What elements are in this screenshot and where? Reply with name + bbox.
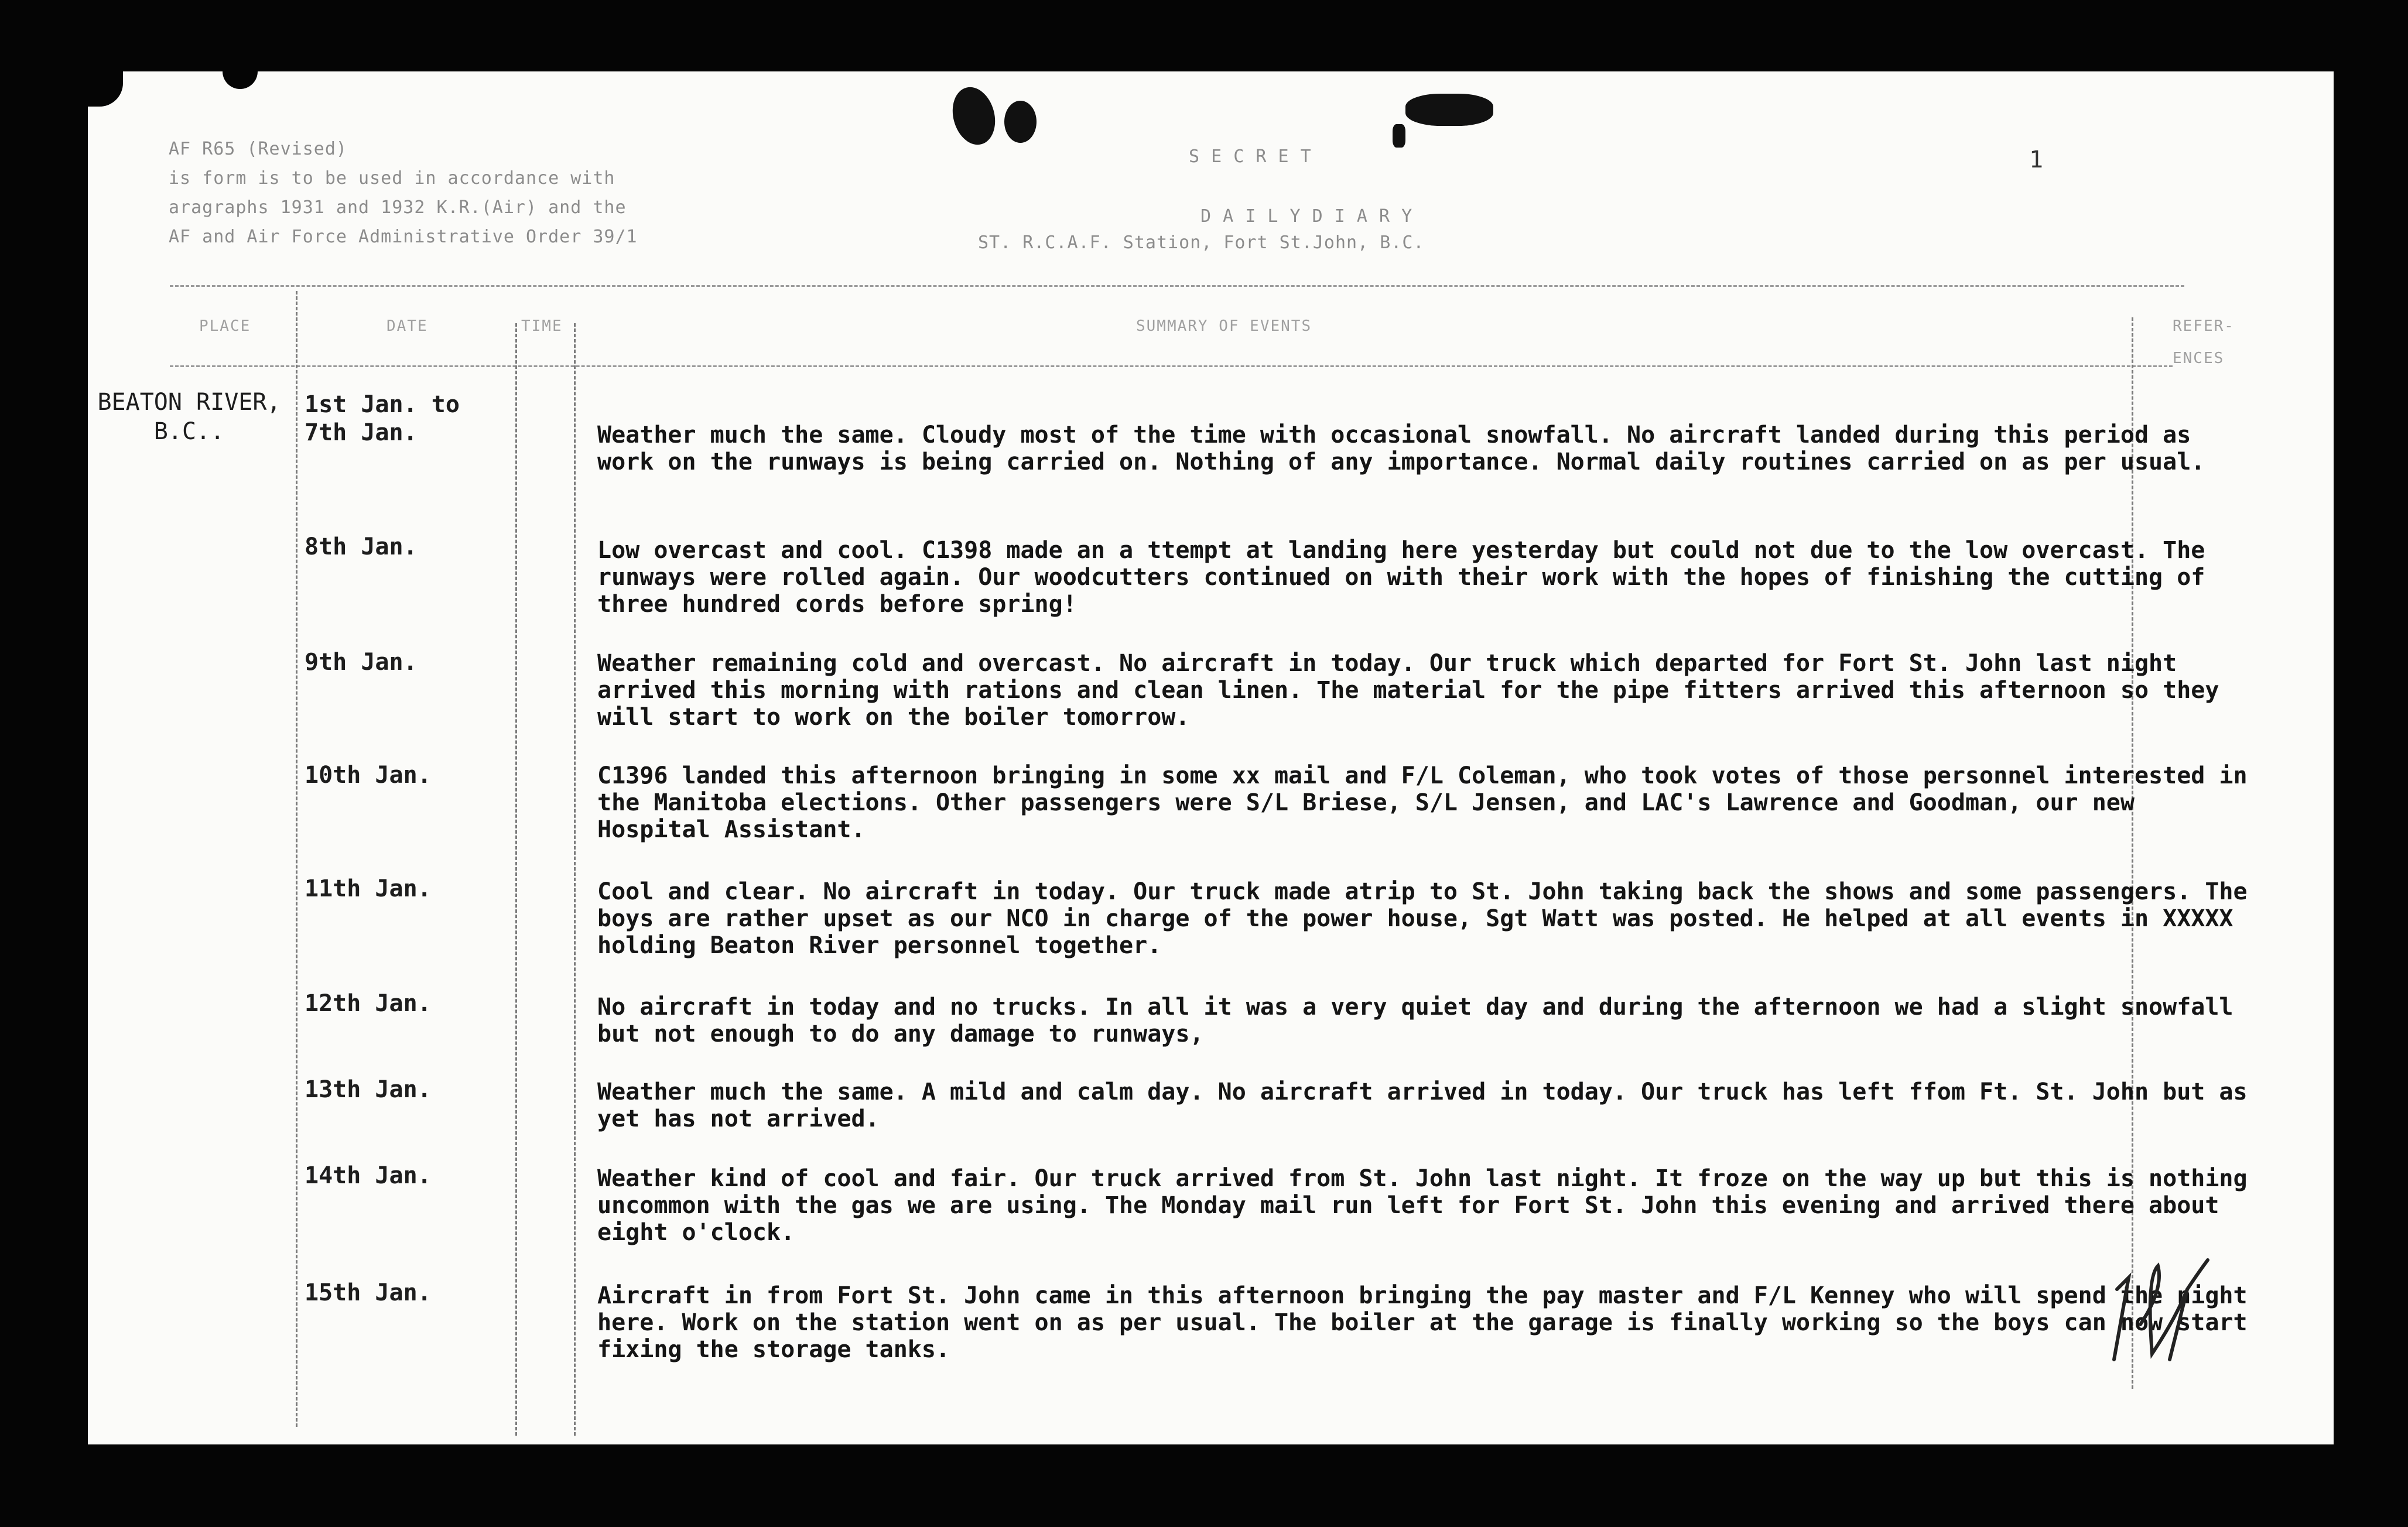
column-header-place: PLACE	[199, 317, 251, 335]
form-line: aragraphs 1931 and 1932 K.R.(Air) and the	[169, 197, 627, 218]
form-line: AF R65 (Revised)	[169, 139, 347, 159]
entry-summary: Weather kind of cool and fair. Our truck arrived from St. John last night. It froze on the way up but this is nothing uncommon with the gas we are using. The Monday mail run left for Fort St. John this evening and arrived there about eight o'clock.	[597, 1165, 2248, 1246]
diary-page	[88, 71, 2334, 1444]
column-header-rule	[170, 365, 2173, 367]
entry-summary: Aircraft in from Fort St. John came in this afternoon bringing the pay master and F/L Kenney who will spend the night here. Work on the station went on as per usual. The boiler at the garage is finally working so the boys can now start fixing the storage tanks.	[597, 1282, 2248, 1363]
ink-blot	[946, 83, 1001, 150]
handwritten-initials	[2105, 1254, 2228, 1365]
ink-blot	[1405, 94, 1493, 126]
entry-date: 10th Jan.	[305, 762, 432, 789]
entry-date: 13th Jan.	[305, 1076, 432, 1103]
security-classification: S E C R E T	[1189, 146, 1312, 167]
column-divider	[515, 323, 517, 1436]
entry-date: 14th Jan.	[305, 1162, 432, 1189]
entry-summary: Low overcast and cool. C1398 made an a ttempt at landing here yesterday but could not due to the low overcast. The runways were rolled again. Our woodcutters continued on with their work with the hopes of finishing the cutting of three hundred cords before spring!	[597, 537, 2205, 618]
column-divider	[296, 291, 297, 1427]
entry-summary: Cool and clear. No aircraft in today. Our truck made atrip to St. John taking back the shows and some passengers. The boys are rather upset as our NCO in charge of the power house, Sgt Watt was posted. He helped at all events in XXXXX holding Beaton River personnel together.	[597, 878, 2248, 959]
entry-date: 12th Jan.	[305, 990, 432, 1017]
torn-corner	[82, 66, 123, 107]
diary-title: D A I L Y D I A R Y	[1200, 206, 1413, 227]
torn-edge	[223, 66, 258, 89]
column-header-references: REFER-	[2173, 317, 2235, 335]
column-header-time: TIME	[521, 317, 563, 335]
column-header-summary: SUMMARY OF EVENTS	[1136, 317, 1312, 335]
form-line: AF and Air Force Administrative Order 39/1	[169, 227, 638, 247]
page-number: 1	[2029, 146, 2044, 173]
diary-place: BEATON RIVER, B.C..	[97, 389, 281, 445]
column-header-references: ENCES	[2173, 350, 2225, 367]
entry-date: 11th Jan.	[305, 875, 432, 902]
entry-summary: C1396 landed this afternoon bringing in some xx mail and F/L Coleman, who took votes of those personnel interested in the Manitoba elections. Other passengers were S/L Briese, S/L Jensen, and LAC's Lawrence and Goodman, our new Hospital Assistant.	[597, 762, 2248, 843]
entry-summary: Weather much the same. A mild and calm day. No aircraft arrived in today. Our truck has left ffom Ft. St. John but as yet has not arrived.	[597, 1079, 2248, 1132]
form-line: is form is to be used in accordance with	[169, 168, 615, 189]
entry-summary: No aircraft in today and no trucks. In all it was a very quiet day and during the afternoon we had a slight snowfall but not enough to do any damage to runways,	[597, 994, 2233, 1047]
entry-date: 1st Jan. to 7th Jan.	[305, 391, 460, 446]
entry-date: 15th Jan.	[305, 1279, 432, 1306]
entry-date: 8th Jan.	[305, 533, 418, 560]
column-header-date: DATE	[386, 317, 428, 335]
entry-summary: Weather remaining cold and overcast. No aircraft in today. Our truck which departed for Fort St. John last night arrived this morning with rations and clean linen. The material for the pipe fitters arrived this afternoon so they will start to work on the boiler tomorrow.	[597, 650, 2219, 731]
entry-date: 9th Jan.	[305, 649, 418, 676]
station-name: ST. R.C.A.F. Station, Fort St.John, B.C.	[978, 232, 1425, 253]
header-rule	[170, 285, 2184, 287]
ink-blot	[1393, 124, 1405, 148]
ink-blot	[1004, 101, 1037, 143]
column-divider	[574, 323, 576, 1436]
entry-summary: Weather much the same. Cloudy most of the time with occasional snowfall. No aircraft landed during this period as work on the runways is being carried on. Nothing of any importance. Normal daily routines carried on as per usual.	[597, 422, 2205, 475]
